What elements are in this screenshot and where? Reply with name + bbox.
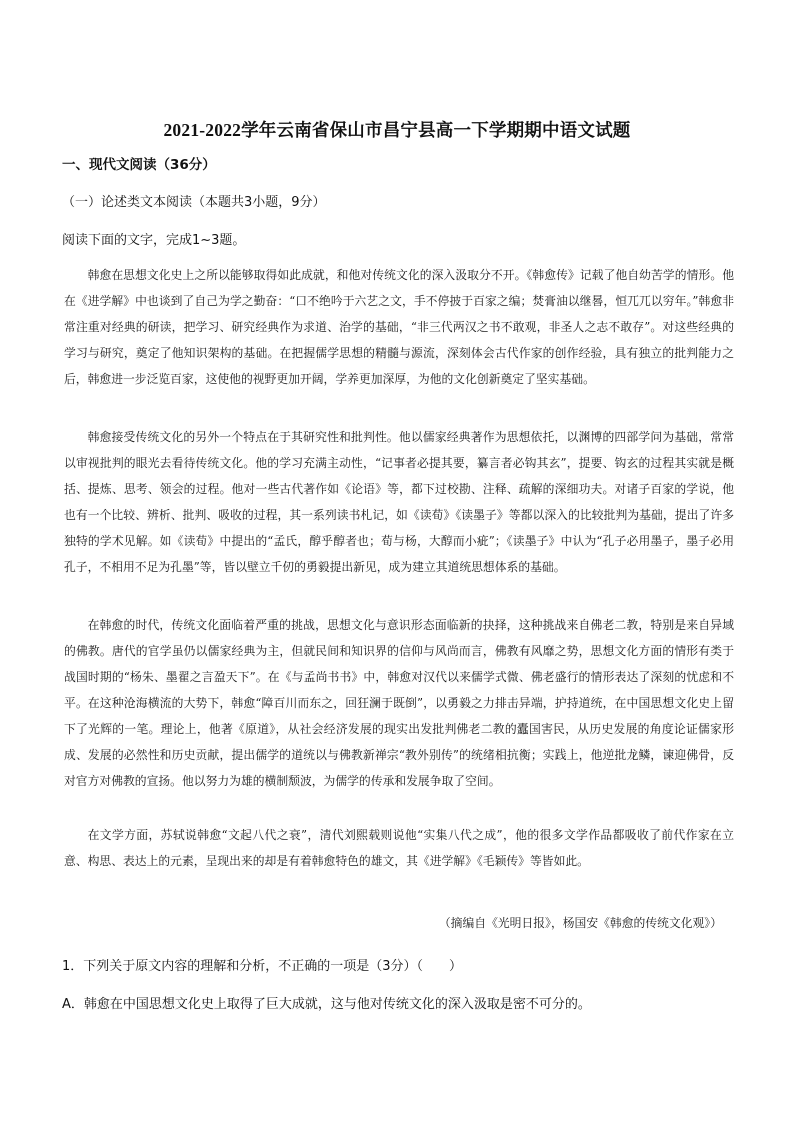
question-1-option-a: A．韩愈在中国思想文化史上取得了巨大成就，这与他对传统文化的深入汲取是密不可分的。 (62, 997, 591, 1012)
reading-instruction: 阅读下面的文字，完成1~3题。 (62, 233, 246, 248)
article-source: （摘编自《光明日报》，杨国安《韩愈的传统文化观》） (438, 916, 722, 930)
exam-title: 2021-2022学年云南省保山市昌宁县高一下学期期中语文试题 (163, 120, 631, 140)
article-paragraph-1: 韩愈在思想文化史上之所以能够取得如此成就，和他对传统文化的深入汲取分不开。《韩愈传》记载了他自幼苦学的情形。他在《进学解》中也谈到了自己为学之勤奋：“口不绝吟于六艺之文，手不停披于百家之编；焚膏油以继晷，恒兀兀以穷年。”韩愈非常注重对经典的研读，把学习、研究经典作为求道、治学的基础，“非三代两汉之书不敢观，非圣人之志不敢存”。对这些经典的学习与研究，奠定了他知识架构的基础。在把握儒学思想的精髓与源流，深刻体会古代作家的创作经验，具有独立的批判能力之后，韩愈进一步泛览百家，这使他的视野更加开阔，学养更加深厚，为他的文化创新奠定了坚实基础。 (64, 268, 734, 386)
article-paragraph-4: 在文学方面，苏轼说韩愈“文起八代之衰”，清代刘熙载则说他“实集八代之成”，他的很多文学作品都吸收了前代作家在立意、构思、表达上的元素，呈现出来的却是有着韩愈特色的雄文，其《进学解》《毛颖传》等皆如此。 (64, 828, 734, 868)
article-paragraph-2: 韩愈接受传统文化的另外一个特点在于其研究性和批判性。他以儒家经典著作为思想依托，以渊博的四部学问为基础，常常以审视批判的眼光去看待传统文化。他的学习充满主动性，“记事者必提其要，纂言者必钩其玄”，提要、钩玄的过程其实就是概括、提炼、思考、领会的过程。他对一些古代著作如《论语》等，都下过校勘、注释、疏解的深细功夫。对诸子百家的学说，他也有一个比较、辨析、批判、吸收的过程，其一系列读书札记，如《读荀》《读墨子》等都以深入的比较批判为基础，提出了许多独特的学术见解。如《读荀》中提出的“孟氏，醇乎醇者也；荀与杨，大醇而小疵”；《读墨子》中认为“孔子必用墨子，墨子必用孔子，不相用不足为孔墨”等，皆以壁立千仞的勇毅提出新见，成为建立其道统思想体系的基础。 (64, 430, 734, 574)
article-paragraph-3: 在韩愈的时代，传统文化面临着严重的挑战，思想文化与意识形态面临新的抉择，这种挑战来自佛老二教，特别是来自异域的佛教。唐代的官学虽仍以儒家经典为主，但就民间和知识界的信仰与风尚而言，佛教有风靡之势，思想文化方面的情形有类于战国时期的“杨朱、墨翟之言盈天下”。在《与孟尚书书》中，韩愈对汉代以来儒学式微、佛老盛行的情形表达了深刻的忧虑和不平。在这种沧海横流的大势下，韩愈“障百川而东之，回狂澜于既倒”，以勇毅之力排击异端，护持道统，在中国思想文化史上留下了光辉的一笔。理论上，他著《原道》，从社会经济发展的现实出发批判佛老二教的蠹国害民，从历史发展的角度论证儒家形成、发展的必然性和历史贡献，提出儒学的道统以与佛教新禅宗“教外别传”的统绪相抗衡；实践上，他逆批龙鳞，谏迎佛骨，反对官方对佛教的宣扬。他以努力为雄的横制颓波，为儒学的传承和发展争取了空间。 (64, 618, 734, 788)
question-1: 1．下列关于原文内容的理解和分析，不正确的一项是（3分）（ ） (62, 959, 463, 974)
sub-heading: （一）论述类文本阅读（本题共3小题，9分） (62, 195, 326, 210)
section-heading: 一、现代文阅读（36分） (62, 157, 216, 173)
